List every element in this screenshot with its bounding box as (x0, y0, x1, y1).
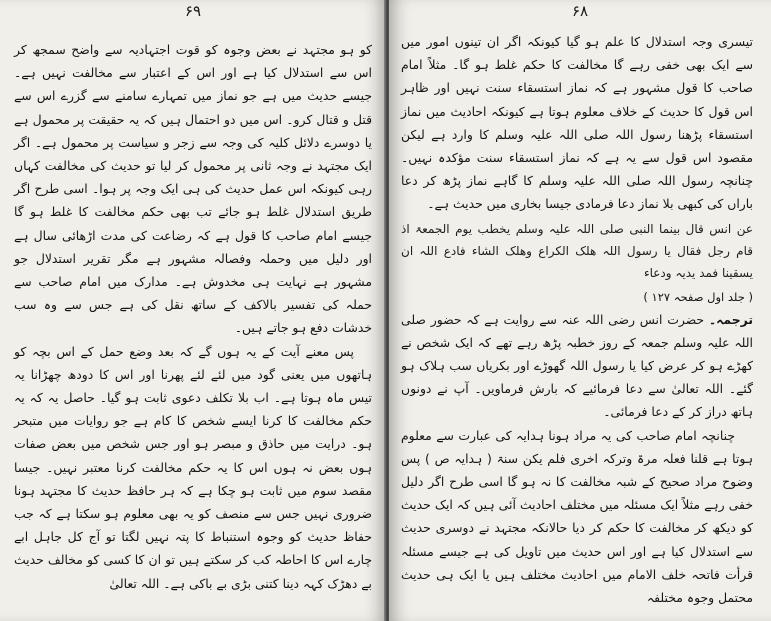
page-text (401, 30, 753, 619)
translation-heading: ترجمہ۔ (708, 311, 753, 327)
paragraph: کو ہو مجتہد نے بعض وجوہ کو قوت اجتہادیہ سے واضح سمجھ کر اس سے استدلال کیا ہے اور اس کے اعتبار سے مخالفت نہیں ہے۔ جیسے حدیث میں ہے جو نماز میں تمہارے سامنے سے گزرے اس سے قتل و قتال کرو۔ اس میں دو احتمال ہیں کہ یہ حقیقت پر محمول ہے یا دوسرے دلائل کلیہ کی وجہ سے زجر و سیاست پر محمول ہے۔ اگر ایک مجتہد نے وجہ ثانی پر محمول کر لیا تو حدیث کی مخالفت کہاں رہی کیونکہ اس عمل حدیث کی ہی ایک وجہ پر ہوا۔ اسی طرح اگر طریق استدلال غلط ہو جائے تب بھی حکم مخالفت کا غلط ہو گا جیسے امام صاحب کا قول ہے کہ رضاعت کی مدت اڑھائی سال ہے اور دلیل میں وحملہ وفصالہ مشہور ہے مگر تقریر استدلال جو مشہور ہے نہایت ہی مخدوش ہے۔ مدارک میں امام صاحب سے حملہ کی تفسیر بالاکف کے ساتھ نقل کی ہے جس سے وہ سب خدشات دفع ہو جاتے ہیں۔ (14, 42, 372, 336)
page-text (14, 38, 372, 619)
page-number: ۶۹ (184, 2, 202, 20)
paragraph: تیسری وجہ استدلال کا علم ہو گیا کیونکہ اگر ان تینوں امور میں سے ایک بھی خفی رہے گا مخالفت کا حکم غلط ہو گا۔ مثلاً امام صاحب کا قول مشہور ہے کہ نماز استسقاء سنت نہیں اور ظاہر اس قول کا حدیث کے خلاف معلوم ہوتا ہے کیونکہ احادیث میں نماز استسقاء پڑھنا رسول اللہ صلی اللہ علیہ وسلم کا وارد ہے لیکن مقصود اس قول سے یہ ہے کہ نماز استسقاء سنت مؤکدہ نہیں۔ چنانچہ رسول اللہ صلی اللہ علیہ وسلم کا گاہے نماز پڑھ کر دعا باراں کی کبھی بلا نماز دعا فرمادی جیسا بخاری میں حدیث ہے۔ (401, 34, 753, 212)
paragraph: چنانچہ امام صاحب کی یہ مراد ہونا ہدایہ کی عبارت سے معلوم ہوتا ہے قلنا فعلہ مرۃ وترکہ اخری فلم یکن سنۃ ( ہدایہ ص ) پس وضوح مراد صحیح کے شبہ مخالفت کا نہ ہو گا اسی طرح اگر دلیل خفی رہے مثلاً ایک مسئلہ میں مختلف احادیث آئی ہیں کہ ایک حدیث کو دیکھ کر مخالفت کا حکم کر دیا حالانکہ مجتہد نے دوسری حدیث سے استدلال کیا ہے اور اس حدیث میں تاویل کی ہے جیسے مسئلہ قرأت فاتحہ خلف الامام میں احادیث مختلف ہیں یا ایک ہی حدیث محتمل وجوہ مختلفہ (401, 427, 753, 606)
page-number: ۶۸ (571, 2, 589, 20)
hadith-reference: ( جلد اول صفحہ ۱۲۷ ) (643, 289, 753, 304)
translation-paragraph (401, 308, 753, 424)
right-page (389, 0, 771, 621)
paragraph: پس معنے آیت کے یہ ہوں گے کہ بعد وضع حمل کے اس بچہ کو ہاتھوں میں یعنی گود میں لئے لئے پھرنا اور اس کا دودھ چھڑانا یہ تیس ماہ ہوتا ہے۔ اب بلا تکلف دعوی ثابت ہو گیا۔ حاصل یہ کہ یہ حکم مخالفت کا کرنا ایسے شخص کا کام ہے جو روایات میں متبحر ہو۔ درایت میں حاذق و مبصر ہو اور جس شخص میں بعض صفات ہوں بعض نہ ہوں اس کا یہ حکم مخالفت کرنا معتبر نہیں۔ جیسا مقصد سوم میں ثابت ہو چکا ہے کہ ہر حافظ حدیث کا مجتہد ہونا ضروری نہیں جس سے منصف کو یہ بھی معلوم ہو سکتا ہے کہ جب حفاظ حدیث کو وجوہ استنباط کا پتہ نہیں لگتا تو آج کل جاہل ابے چارے اس کا احاطہ کب کر سکتے ہیں تو ان کا کسی کو مخالف حدیث بے دھڑک کہہ دینا کتنی بڑی بے باکی ہے۔ اللہ تعالیٰ (14, 343, 372, 591)
hadith-quote: عن انس قال بینما النبی صلی اللہ علیہ وسلم یخطب یوم الجمعۃ اذ قام رجل فقال یا رسول اللہ ھلک الکراع وھلک الشاء فادع اللہ ان یسقینا فمد یدیہ ودعاء (401, 221, 753, 280)
translation-text: حضرت انس رضی اللہ عنہ سے روایت ہے کہ حضور صلی اللہ علیہ وسلم جمعہ کے روز خطبہ پڑھ رہے تھے کہ ایک شخص نے کھڑے ہو کر عرض کیا یا رسول اللہ گھوڑے اور بکریاں سب ہلاک ہو گئے۔ اللہ تعالیٰ سے دعا فرمائیے کہ بارش فرماویں۔ آپ نے دونوں ہاتھ دراز کر کے دعا فرمائی۔ (401, 311, 753, 420)
